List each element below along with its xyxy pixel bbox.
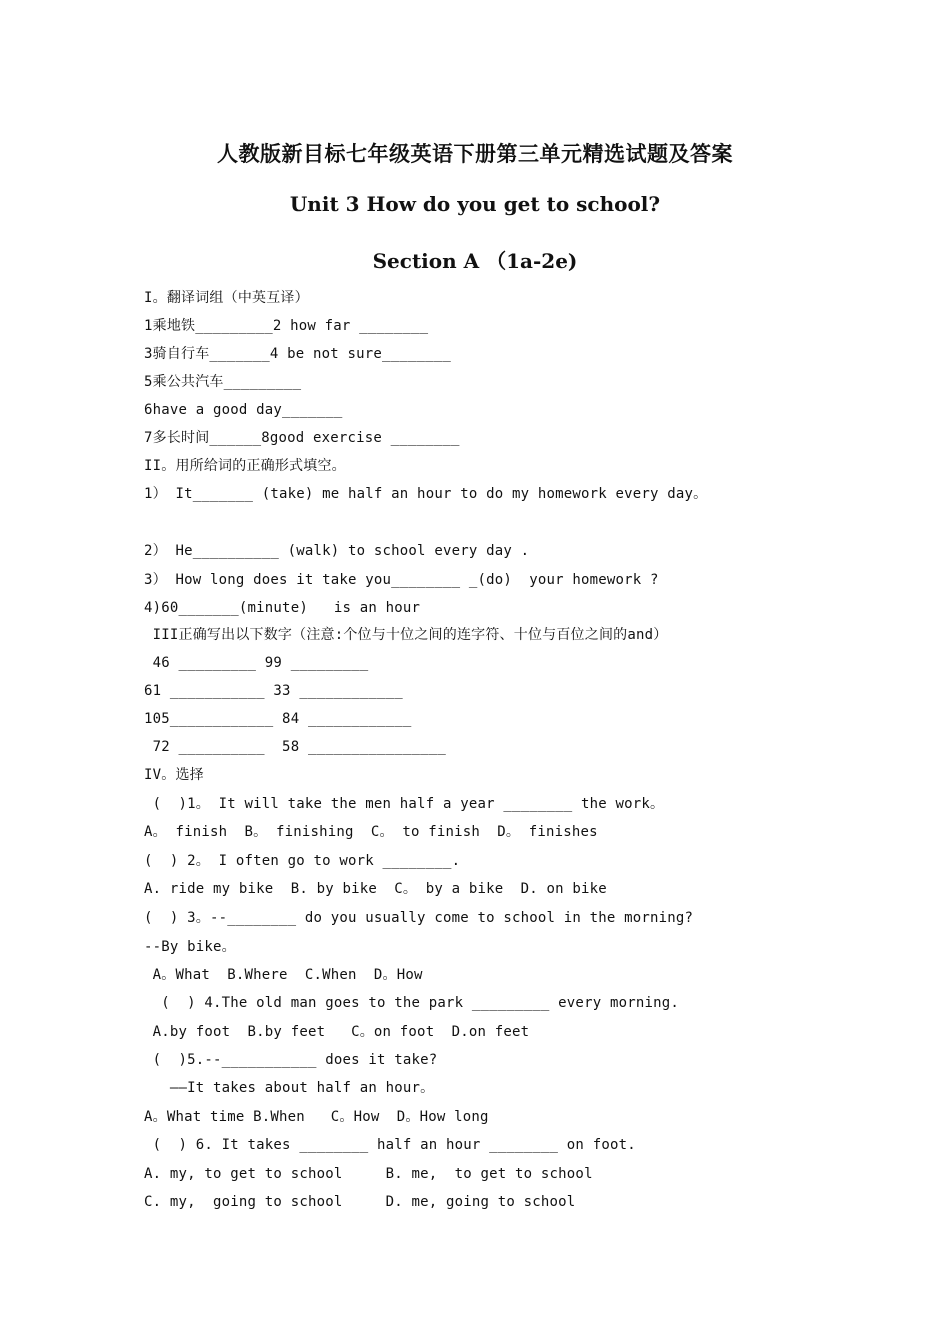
number-item: 61 ___________ 33 ____________ (144, 683, 403, 699)
translation-item: 5乘公共汽车_________ (144, 374, 302, 390)
fill-in-item: 3） How long does it take you________ _(do) your homework ? (144, 572, 659, 588)
choice-options: A。 finish B。 finishing C。 to finish D。 finishes (144, 824, 598, 840)
choice-question: ( ) 4.The old man goes to the park _________ every morning. (144, 995, 679, 1011)
translation-item: 1乘地铁_________2 how far ________ (144, 318, 429, 334)
choice-options: A。What time B.When C。How D。How long (144, 1109, 489, 1125)
number-item: 46 _________ 99 _________ (144, 655, 369, 671)
fill-in-item: 2） He__________ (walk) to school every day . (144, 543, 530, 559)
fill-in-item: 4)60_______(minute) is an hour (144, 600, 421, 616)
part-4-heading: IV。选择 (144, 767, 204, 783)
document-title: 人教版新目标七年级英语下册第三单元精选试题及答案 (217, 142, 733, 166)
choice-question: ( ) 6. It takes ________ half an hour ________ on foot. (144, 1137, 636, 1153)
number-item: 72 __________ 58 ________________ (144, 739, 447, 755)
choice-question: ( ) 3。--________ do you usually come to school in the morning? (144, 910, 694, 926)
number-item: 105____________ 84 ____________ (144, 711, 412, 727)
choice-question: ( )5.--___________ does it take? (144, 1052, 438, 1068)
section-title: Section A （1a-2e) (372, 249, 578, 273)
translation-item: 3骑自行车_______4 be not sure________ (144, 346, 452, 362)
choice-options: A. ride my bike B. by bike C。 by a bike D. on bike (144, 881, 607, 897)
choice-options: A.by foot B.by feet C。on foot D.on feet (144, 1024, 530, 1040)
fill-in-item: 1） It_______ (take) me half an hour to do my homework every day。 (144, 486, 708, 502)
choice-answer-line: ——It takes about half an hour。 (144, 1080, 435, 1096)
choice-options: A。What B.Where C.When D。How (144, 967, 423, 983)
translation-item: 7多长时间______8good exercise ________ (144, 430, 460, 446)
choice-options: C. my, going to school D. me, going to school (144, 1194, 576, 1210)
choice-options: A. my, to get to school B. me, to get to school (144, 1166, 593, 1182)
part-2-heading: II。用所给词的正确形式填空。 (144, 458, 346, 474)
choice-answer-line: --By bike。 (144, 939, 236, 955)
translation-item: 6have a good day_______ (144, 402, 343, 418)
part-1-heading: I。翻译词组（中英互译） (144, 290, 309, 306)
unit-title: Unit 3 How do you get to school? (289, 192, 661, 216)
part-3-heading: III正确写出以下数字（注意:个位与十位之间的连字符、十位与百位之间的and） (144, 627, 668, 643)
choice-question: ( )1。 It will take the men half a year ________ the work。 (144, 796, 665, 812)
choice-question: ( ) 2。 I often go to work ________. (144, 853, 461, 869)
